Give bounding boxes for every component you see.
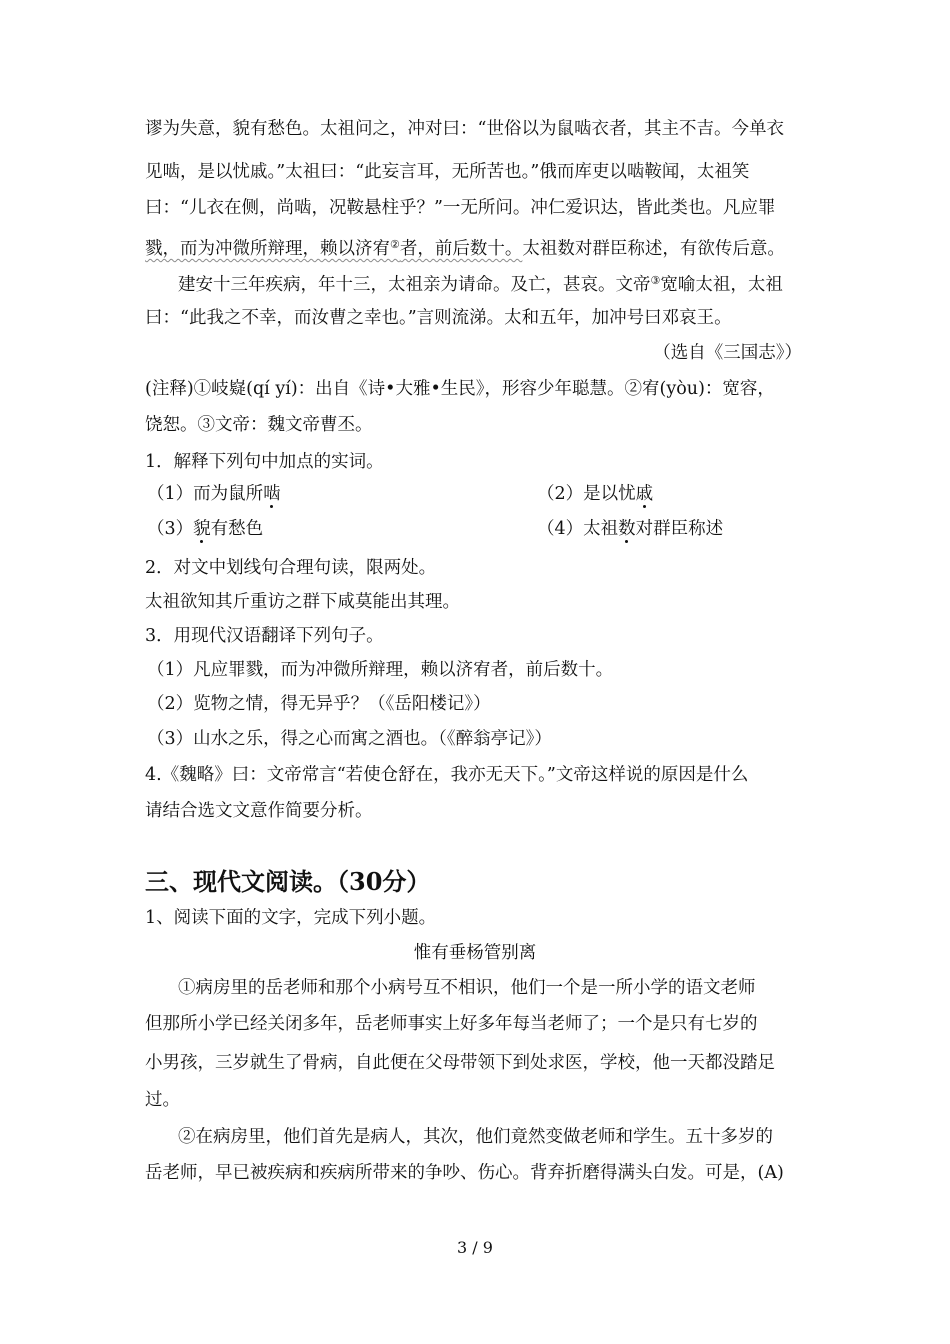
underlined-sentence: 戮，而为冲微所辩理，赖以济宥②者，前后数十。 xyxy=(145,238,523,259)
question-1-items-row xyxy=(147,482,654,506)
passage-line: 见啮，是以忧戚。”太祖曰：“此妄言耳，无所苦也。”俄而库吏以啮鞍闻，太祖笑 xyxy=(145,162,750,182)
question-1-items-row xyxy=(147,517,724,541)
question-3-title: 3．用现代汉语翻译下列句子。 xyxy=(145,626,384,646)
article-line: 过。 xyxy=(145,1090,180,1110)
passage-line: 戮，而为冲微所辩理，赖以济宥②者，前后数十。太祖数对群臣称述，有欲传后意。 xyxy=(145,238,785,259)
article-line: 岳老师，早已被疾病和疾病所带来的争吵、伤心。背弃折磨得满头白发。可是，(A) xyxy=(145,1163,784,1183)
article-line: ①病房里的岳老师和那个小病号互不相识，他们一个是一所小学的语文老师 xyxy=(178,978,756,998)
question-item: （3）山水之乐，得之心而寓之酒也。（《醉翁亭记》） xyxy=(147,729,552,749)
note-marker: ② xyxy=(390,238,400,251)
passage-line: 谬为失意，貌有愁色。太祖问之，冲对曰：“世俗以为鼠啮衣者，其主不吉。今单衣 xyxy=(145,119,784,139)
question-item: （1）而为鼠所啮 xyxy=(147,484,281,504)
note-marker: ③ xyxy=(650,274,661,287)
annotation-line: (注释)①岐嶷(qí yí)：出自《诗•大雅•生民》，形容少年聪慧。②宥(yòu)：宽容， xyxy=(145,379,775,399)
article-line: 但那所小学已经关闭多年，岳老师事实上好多年每当老师了；一个是只有七岁的 xyxy=(145,1014,758,1034)
section-intro: 1、阅读下面的文字，完成下列小题。 xyxy=(145,908,437,928)
article-line: 小男孩，三岁就生了骨病，自此便在父母带领下到处求医，学校，他一天都没踏足 xyxy=(145,1053,775,1073)
article-title: 惟有垂杨管别离 xyxy=(413,943,537,963)
source-citation: （选自《三国志》） xyxy=(653,343,802,363)
question-1-title: 1．解释下列句中加点的实词。 xyxy=(145,452,384,472)
passage-line: 曰：“此我之不幸，而汝曹之幸也。”言则流涕。太和五年，加冲号曰邓哀王。 xyxy=(145,308,732,328)
question-2-text: 太祖欲知其斤重访之群下咸莫能出其理。 xyxy=(145,592,460,612)
question-4-line: 4.《魏略》曰：文帝常言“若使仓舒在，我亦无天下。”文帝这样说的原因是什么 xyxy=(145,765,749,785)
question-item: （3）貌有愁色 xyxy=(147,519,264,539)
dotted-char: 啮 xyxy=(263,484,281,504)
question-item: （2）是以忧戚 xyxy=(537,484,654,504)
annotation-line: 饶恕。③文帝：魏文帝曹丕。 xyxy=(145,415,373,435)
question-item: （1）凡应罪戮，而为冲微所辩理，赖以济宥者，前后数十。 xyxy=(147,660,614,680)
passage-line: 曰：“儿衣在侧，尚啮，况鞍悬柱乎？”一无所问。冲仁爱识达，皆此类也。凡应罪 xyxy=(145,198,776,218)
question-4-line: 请结合选文文意作简要分析。 xyxy=(145,801,373,821)
article-line: ②在病房里，他们首先是病人，其次，他们竟然变做老师和学生。五十多岁的 xyxy=(178,1127,773,1147)
page-number: 3 / 9 xyxy=(457,1238,493,1257)
section-heading: 三、现代文阅读。（30分） xyxy=(145,867,431,896)
question-item: （2）览物之情，得无异乎？（《岳阳楼记》） xyxy=(147,694,491,714)
dotted-char: 戚 xyxy=(635,484,654,504)
dotted-char: 貌 xyxy=(193,519,211,539)
dotted-char: 数 xyxy=(618,519,636,539)
question-item: （4）太祖数对群臣称述 xyxy=(537,519,724,539)
question-2-title: 2．对文中划线句合理句读，限两处。 xyxy=(145,558,437,578)
passage-line: 建安十三年疾病，年十三，太祖亲为请命。及亡，甚哀。文帝③宽喻太祖，太祖 xyxy=(178,274,783,295)
